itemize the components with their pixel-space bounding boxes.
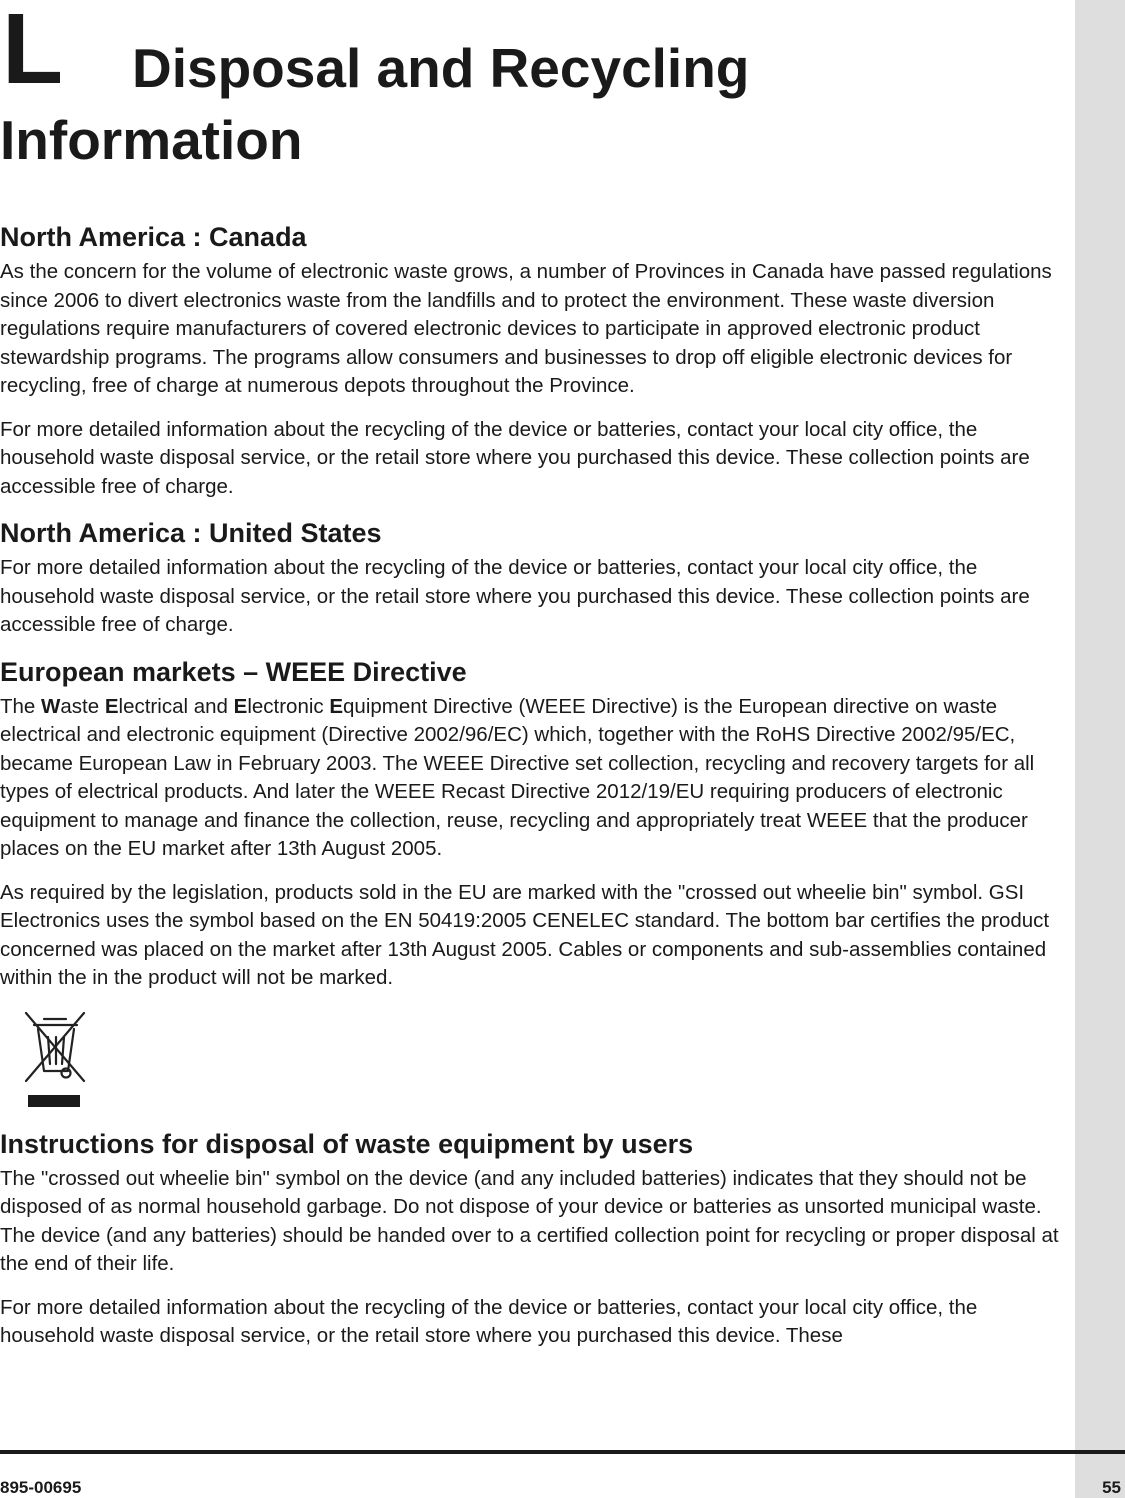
heading-instructions: Instructions for disposal of waste equipment by users xyxy=(0,1128,694,1159)
chapter-title: Disposal and Recycling Information xyxy=(0,37,750,171)
page-margin-bar xyxy=(1075,0,1125,1498)
page-number: 55 xyxy=(1102,1478,1121,1497)
paragraph-instructions-2: For more detailed information about the recycling of the device or batteries, contact your local city office, the household waste disposal service, or the retail store where you purchased this device. These xyxy=(0,1295,978,1347)
footer-rule xyxy=(0,1450,1125,1454)
paragraph-instructions-1: The "crossed out wheelie bin" symbol on the device (and any included batteries) indicates that they should not be disposed of as normal household garbage. Do not dispose of your device or batteries as unsorted municipal waste. The device (and any batteries) should be handed over to a certified collection point for recycling or proper disposal at the end of their life. xyxy=(0,1166,1059,1275)
crossed-out-wheelie-bin-icon xyxy=(22,1009,90,1113)
heading-canada: North America : Canada xyxy=(0,222,307,252)
heading-weee: European markets – WEEE Directive xyxy=(0,656,467,687)
chapter-letter: L xyxy=(2,0,62,105)
paragraph-canada-1: As the concern for the volume of electronic waste grows, a number of Provinces in Canada have passed regulations since 2006 to divert electronics waste from the landfills and to protect the environment. These waste diversion regulations require manufacturers of covered electronic devices to participate in approved electronic product stewardship programs. The programs allow consumers and businesses to drop off eligible electronic devices for recycling, free of charge at numerous depots throughout the Province. xyxy=(0,260,1052,397)
paragraph-weee-1: The Waste Electrical and Electronic Equipment Directive (WEEE Directive) is the European directive on waste electrical and electronic equipment (Directive 2002/96/EC) which, together with the RoHS Directive 2002/95/EC, became European Law in February 2003. The WEEE Directive set collection, recycling and recovery targets for all types of electrical products. And later the WEEE Recast Directive 2012/19/EU requiring producers of electronic equipment to manage and finance the collection, reuse, recycling and appropriately treat WEEE that the producer places on the EU market after 13th August 2005. xyxy=(0,694,1035,860)
body-text xyxy=(0,220,1068,1351)
paragraph-weee-2: As required by the legislation, products sold in the EU are marked with the "crossed out wheelie bin" symbol. GSI Electronics uses the symbol based on the EN 50419:2005 CENELEC standard. The bottom bar certifies the product concerned was placed on the market after 13th August 2005. Cables or components and sub-assemblies contained within the in the product will not be marked. xyxy=(0,880,1050,989)
paragraph-canada-2: For more detailed information about the recycling of the device or batteries, contact your local city office, the household waste disposal service, or the retail store where you purchased this device. These collection points are accessible free of charge. xyxy=(0,417,1030,498)
heading-united-states: North America : United States xyxy=(0,518,382,548)
document-number: 895-00695 xyxy=(0,1478,82,1497)
paragraph-united-states-1: For more detailed information about the recycling of the device or batteries, contact your local city office, the household waste disposal service, or the retail store where you purchased this device. These collection points are accessible free of charge. xyxy=(0,556,1030,636)
